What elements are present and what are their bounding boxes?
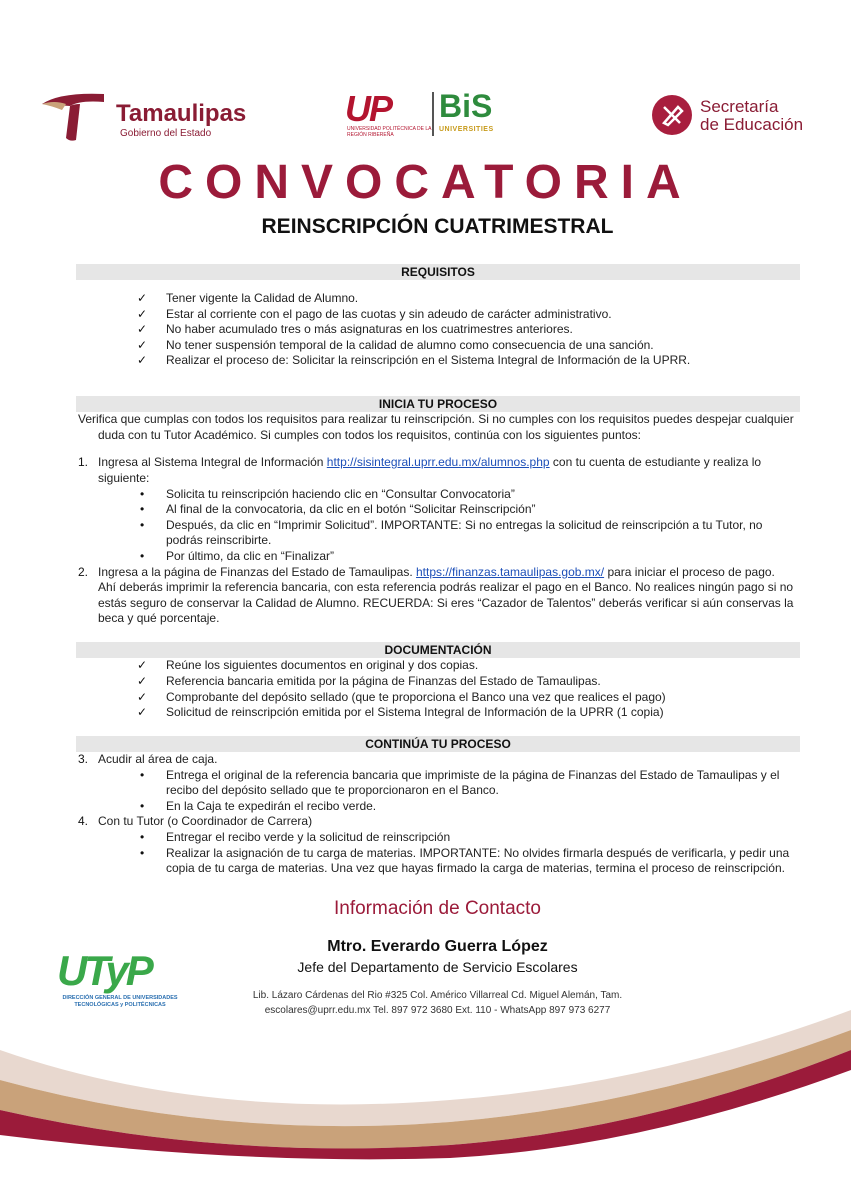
doc-item: Reúne los siguientes documentos en original y dos copias. (166, 658, 479, 672)
step1-sub-3-a: Después, da clic en “Imprimir Solicitud”. IMPORTANTE: Si no entregas la solicitud de (166, 518, 622, 532)
utp-logo-text: UTyP (57, 947, 151, 994)
bullet-icon: • (140, 549, 145, 563)
requisito-item: No tener suspensión temporal de la calidad de alumno como consecuencia de una sanción. (166, 338, 654, 352)
bullet-icon: • (140, 768, 145, 782)
check-icon: ✓ (137, 674, 148, 688)
bullet-icon: • (140, 846, 145, 860)
requisito-item: Tener vigente la Calidad de Alumno. (166, 291, 359, 305)
inicia-heading: INICIA TU PROCESO (76, 396, 800, 412)
secretaria-pencil-icon (652, 95, 692, 135)
footer-wave-decoration (0, 1010, 851, 1160)
step2-text-d1: estás seguro de conservar la Calidad de Alumno. RECUERDA: Si eres “Cazador de Talentos” de (98, 596, 613, 610)
documentacion-heading: DOCUMENTACIÓN (76, 642, 800, 658)
step2-text-a: Ingresa a la página de Finanzas del Estado de Tamaulipas. (98, 565, 416, 579)
sisintegral-link[interactable]: http://sisintegral.uprr.edu.mx/alumnos.php (326, 455, 550, 469)
contact-mail: escolares@uprr.edu.mx Tel. 897 972 3680 Ext. 110 - WhatsApp 897 973 6277 (264, 1005, 611, 1016)
step1-sub-1: Solicita tu reinscripción haciendo clic en “Consultar Convocatoria” (166, 487, 515, 501)
logo-divider (432, 92, 434, 136)
bis-logo-sub: UNIVERSITIES (439, 126, 494, 133)
step-number: 2. (78, 565, 89, 579)
doc-item: Solicitud de reinscripción emitida por el Sistema Integral de Información de la UPRR (1 copia) (166, 705, 664, 719)
page-title: CONVOCATORIA (158, 156, 693, 209)
step1-text-a: Ingresa al Sistema Integral de Información (98, 455, 327, 469)
step2-text-d (98, 596, 793, 612)
step2-text-f: beca y qué porcentaje. (98, 611, 220, 625)
step2-text-b: para iniciar el proceso de pago. (604, 565, 775, 579)
step1-sub-3-c: podrás reinscribirte. (166, 533, 272, 547)
up-logo-sub: UNIVERSIDAD POLITÉCNICA DE LA REGIÓN RIBEREÑA (347, 126, 432, 138)
contact-address: Lib. Lázaro Cárdenas del Rio #325 Col. Américo Villarreal Cd. Miguel Alemán, Tam. (252, 990, 623, 1001)
step3-sub-2: En la Caja te expedirán el recibo verde. (166, 799, 377, 813)
step1-sub-4: Por último, da clic en “Finalizar” (166, 549, 335, 563)
inicia-intro-1: Verifica que cumplas con todos los requisitos para realizar tu reinscripción. Si no cumples con los requisitos puedes despejar cualquier (78, 412, 794, 426)
check-icon: ✓ (137, 690, 148, 704)
step4-sub-2a: Realizar la asignación de tu carga de materias. IMPORTANTE: No olvides firmarla después de verificarla, y pedir una (166, 846, 790, 860)
step-number: 3. (78, 752, 89, 766)
bullet-icon: • (140, 830, 145, 844)
step1-text-c: siguiente: (98, 471, 150, 485)
contact-title: Información de Contacto (333, 898, 541, 919)
check-icon: ✓ (137, 291, 148, 305)
step1-text (98, 455, 800, 471)
tamaulipas-logo-mark (40, 90, 110, 142)
secretaria-line2: de Educación (700, 115, 804, 134)
step2-text-c: Ahí deberás imprimir la referencia bancaria, con esta referencia podrás realizar el pago en el Banco. No realices ningún pago si no (98, 580, 794, 594)
contact-name: Mtro. Everardo Guerra López (327, 938, 548, 955)
doc-item: Referencia bancaria emitida por la página de Finanzas del Estado de Tamaulipas. (166, 674, 601, 688)
doc-item: Comprobante del depósito sellado (que te proporciona el Banco una vez que realices el pago) (166, 690, 666, 704)
utp-logo-line2: TECNOLÓGICAS y POLITÉCNICAS (74, 1002, 166, 1008)
utp-logo-line1: DIRECCIÓN GENERAL DE UNIVERSIDADES (62, 995, 178, 1001)
requisito-item: Estar al corriente con el pago de las cuotas y sin adeudo de carácter administrativo. (166, 307, 612, 321)
tamaulipas-sub: Gobierno del Estado (120, 128, 212, 139)
check-icon: ✓ (137, 658, 148, 672)
bullet-icon: • (140, 502, 145, 516)
step1-sub-2: Al final de la convocatoria, da clic en el botón “Solicitar Reinscripción” (166, 502, 536, 516)
check-icon: ✓ (137, 322, 148, 336)
step-number: 4. (78, 814, 89, 828)
tamaulipas-logo (40, 90, 260, 145)
step3-text: Acudir al área de caja. (98, 752, 218, 766)
requisito-item: No haber acumulado tres o más asignaturas en los cuatrimestres anteriores. (166, 322, 573, 336)
step1-sub-3-b: reinscripción a tu Tutor, no (621, 518, 763, 532)
secretaria-line1: Secretaría (700, 97, 779, 116)
utp-logo (55, 947, 180, 1012)
page-subtitle: REINSCRIPCIÓN CUATRIMESTRAL (261, 215, 614, 238)
step2-text-e: berás verificar si aún conservas la (612, 596, 794, 610)
step2-text (98, 565, 775, 581)
step4-text: Con tu Tutor (o Coordinador de Carrera) (98, 814, 313, 828)
step-number: 1. (78, 455, 89, 469)
inicia-intro-2: duda con tu Tutor Académico. Si cumples con todos los requisitos, continúa con los siguientes puntos: (98, 428, 641, 442)
bullet-icon: • (140, 799, 145, 813)
step3-sub-1a: Entrega el original de la referencia bancaria que imprimiste de la página de Finanzas del Estado de Tamaulipas y el (166, 768, 780, 782)
requisitos-heading: REQUISITOS (76, 264, 800, 280)
check-icon: ✓ (137, 353, 148, 367)
continua-heading: CONTINÚA TU PROCESO (76, 736, 800, 752)
step4-sub-2b: copia de tu carga de materias. Una vez que hayas firmado la carga de materias, termina el proceso de reinscripción. (166, 861, 785, 875)
step1-sub-3 (166, 518, 762, 534)
bullet-icon: • (140, 518, 145, 532)
secretaria-logo (652, 95, 812, 140)
tamaulipas-name: Tamaulipas (116, 100, 247, 127)
up-logo-text: UP (345, 88, 392, 129)
step1-text-b: con tu cuenta de estudiante y realiza lo (549, 455, 762, 469)
bis-logo-text: BiS (439, 88, 493, 124)
check-icon: ✓ (137, 307, 148, 321)
bullet-icon: • (140, 487, 145, 501)
step4-sub-1: Entregar el recibo verde y la solicitud de reinscripción (166, 830, 451, 844)
step3-sub-1b: recibo del depósito sellado que te proporcionaron en el Banco. (166, 783, 499, 797)
check-icon: ✓ (137, 338, 148, 352)
finanzas-link[interactable]: https://finanzas.tamaulipas.gob.mx/ (416, 565, 605, 579)
contact-role: Jefe del Departamento de Servicio Escolares (297, 959, 578, 975)
requisito-item: Realizar el proceso de: Solicitar la reinscripción en el Sistema Integral de Información de la UPRR. (166, 353, 691, 367)
up-bis-logo (345, 88, 505, 140)
check-icon: ✓ (137, 705, 148, 719)
